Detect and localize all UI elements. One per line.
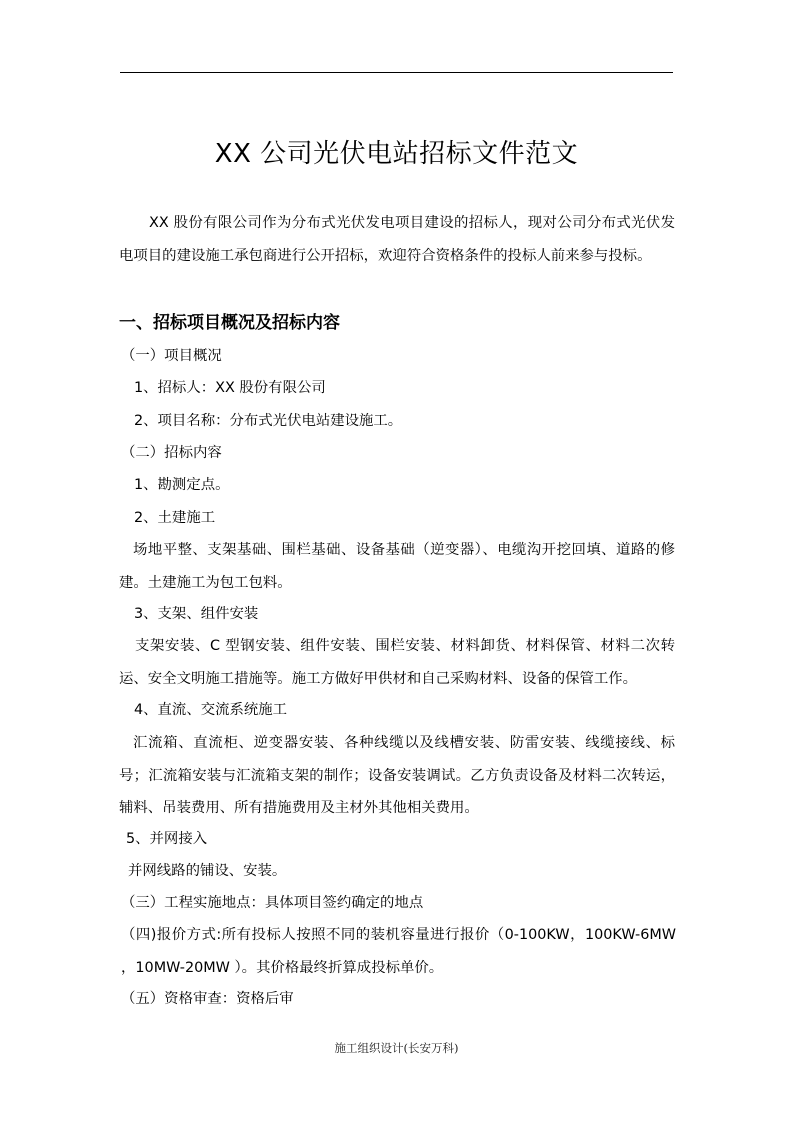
subsection-heading-content: （二）招标内容 — [121, 445, 222, 461]
header-rule — [120, 72, 673, 73]
page-footer: 施工组织设计(长安万科) — [334, 1041, 459, 1055]
subsection-location: （三）工程实施地点：具体项目签约确定的地点 — [121, 895, 424, 911]
civil-body: 场地平整、支架基础、围栏基础、设备基础（逆变器）、电缆沟开挖回填、道路的修建。土建施工为包工包料。 — [119, 542, 675, 591]
overview-item-project-name: 2、项目名称：分布式光伏电站建设施工。 — [134, 413, 403, 429]
document-title: XX 公司光伏电站招标文件范文 — [214, 139, 579, 169]
section-heading-1: 一、招标项目概况及招标内容 — [119, 313, 340, 333]
subsection-pricing: （四)报价方式:所有投标人按照不同的装机容量进行报价（0-100KW，100KW-6MW ，10MW-20MW ）。其价格最终折算成投标单价。 — [121, 927, 676, 976]
content-item-grid: 5、并网接入 — [126, 831, 208, 847]
content-item-dc-ac: 4、直流、交流系统施工 — [134, 702, 288, 718]
intro-paragraph: XX 股份有限公司作为分布式光伏发电项目建设的招标人，现对公司分布式光伏发电项目的建设施工承包商进行公开招标，欢迎符合资格条件的投标人前来参与投标。 — [119, 215, 675, 264]
subsection-qualification: （五）资格审查：资格后审 — [121, 991, 294, 1007]
grid-body: 并网线路的铺设、安装。 — [128, 863, 287, 879]
mounting-body: 支架安装、C 型钢安装、组件安装、围栏安装、材料卸货、材料保管、材料二次转运、安全文明施工措施等。施工方做好甲供材和自己采购材料、设备的保管工作。 — [119, 638, 675, 687]
content-item-mounting: 3、支架、组件安装 — [134, 606, 259, 622]
content-item-survey: 1、勘测定点。 — [134, 477, 230, 493]
overview-item-tenderer: 1、招标人：XX 股份有限公司 — [134, 380, 326, 396]
content-item-civil: 2、土建施工 — [134, 510, 216, 526]
dc-ac-body: 汇流箱、直流柜、逆变器安装、各种线缆以及线槽安装、防雷安装、线缆接线、标号；汇流箱安装与汇流箱支架的制作；设备安装调试。乙方负责设备及材料二次转运，辅料、吊装费用、所有措施费用及主材外其他相关费用。 — [119, 735, 675, 816]
subsection-heading-overview: （一）项目概况 — [121, 348, 222, 364]
